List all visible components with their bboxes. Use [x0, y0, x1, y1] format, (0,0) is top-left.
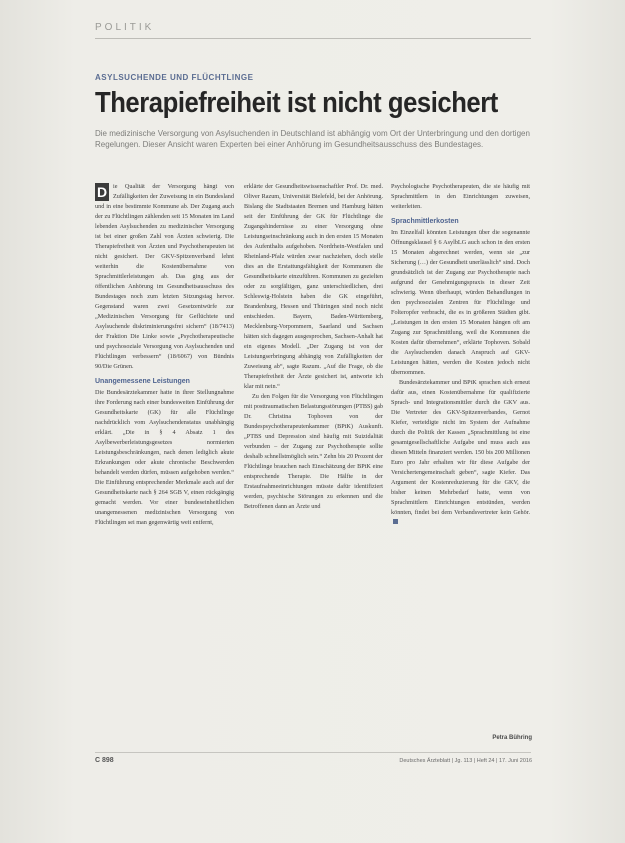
rubric-divider [95, 38, 531, 39]
column-3-paragraph-3 [391, 378, 530, 528]
column-2-text-1: erklärte der Gesundheitswissenschaftler Prof. Dr. med. Oliver Razum, Universität Bielefeld, bei der Anhörung. Bislang die Stadtstaaten Bremen und Hamburg hätten seit der Einführung der GK für Flüchtlinge die Zugangshindernisse zu einer Versorgung ohne Leistungseinschränkung auch in den ersten 15 Monaten des Aufenthalts aufgehoben. Nordrhein-Westfalen und Rheinland-Pfalz würden zwar nachziehen, doch stelle dies an die Erstattungsfähigkeit der Kommunen die Gesundheitskarte einzuführen. Kommunen zu gezielten oder zu sorgfältigen, ganz unterschiedlichen, drei Schleswig-Holstein haben die GK eingeführt, Brandenburg, Hessen und Thüringen sind noch nicht entschieden. Bayern, Baden-Württemberg, Mecklenburg-Vorpommern, Saarland und Sachsen hätten sich dagegen ausgesprochen, Sachsen-Anhalt hat ein eigenes Modell. „Der Zugang ist von der Leistungserbringung abhängig von Zufälligkeiten der Zuweisung ab“, sagte Razum. „Auf die Frage, ob die Therapiefreiheit der Ärzte gesichert ist, antworte ich klar mit nein.“ [244, 183, 383, 390]
column-1-text-1: ie Qualität der Versorgung hängt von Zufälligkeiten der Zuweisung in ein Bundesland und in eine bestimmte Kommune ab. Der Zugang auch der zu Flüchtlingen zählenden seit 15 Monaten im Land lebenden Asylsuchenden zu medizinischer Versorgung ist bei einer großen Zahl von Ärzten schwierig. Die Therapiefreiheit von Ärzten und Psychotherapeuten ist nicht gesichert. Der GKV-Spitzenverband lehnt weiterhin die Kostenübernahme von Sprachmittlerleistungen ab. Das ging aus der öffentlichen Anhörung im Gesundheitsausschuss des Bundestages noch zum letzten Sitzungstag hervor. Gegenstand waren zwei Gesetzentwürfe zur „Medizinischen Versorgung für Geflüchtete und Asylsuchende diskriminierungsfrei sichern“ (18/7413) der Fraktion Die Linke sowie „Psychotherapeutische und psychosoziale Versorgung von Asylsuchenden und Flüchtlingen verbessern“ (18/6067) von Bündnis 90/Die Grünen. [95, 183, 234, 370]
column-3-text-2: Im Einzelfall könnten Leistungen über die sogenannte Öffnungsklausel § 6 AsylbLG auch schon in den ersten 15 Monaten abgerechnet werden, wenn sie „zur Sicherung (…) der Gesundheit unerlässlich“ sind. Doch grundsätzlich ist der Zugang zur Psychotherapie nach aufgrund der Genehmigungspraxis in dieser Zeit schwierig. Wenn überhaupt, würden Behandlungen in den psychosozialen Zentren für Flüchtlinge und Folteropfer verbracht, die es in größeren Städten gibt. „Leistungen in den ersten 15 Monaten hängen oft am Zugang zur Sprachmittlung, weil die Kommunen die Kosten dafür übernehmen“, erklärte Tophoven. Sobald die Asylsuchenden danach Anspruch auf GKV-Leistungen hätten, werden die Kosten jedoch nicht übernommen. [391, 229, 530, 376]
subheading-sprachmittlerkosten: Sprachmittlerkosten [391, 218, 459, 225]
article-column-1 [95, 182, 234, 742]
drop-cap: D [96, 184, 108, 200]
column-1-paragraph [95, 182, 234, 372]
footer-divider [95, 752, 531, 753]
article-column-2 [244, 182, 383, 742]
subheading-leistungen: Unangemessene Leistungen [95, 378, 190, 385]
section-rubric: POLITIK [95, 22, 155, 33]
article-lead: Die medizinische Versorgung von Asylsuchenden in Deutschland ist abhängig vom Ort der Unterbringung und den dortigen Regelungen. Dieser Ansicht waren Experten bei einer Anhörung im Gesundheitsausschuss des Bundestages. [95, 129, 530, 149]
journal-reference: Deutsches Ärzteblatt | Jg. 113 | Heft 24 | 17. Juni 2016 [399, 758, 532, 764]
column-1-text-2: Die Bundesärztekammer hatte in ihrer Stellungnahme ihre Forderung nach einer bundesweiten Einführung der Gesundheitskarte (GK) für alle Flüchtlinge nachdrücklich vom Asylsuchendenstatus unabhängig erklärt. „Die in § 4 Absatz 1 des Asylbewerberleistungsgesetzes normierten Leistungsbeschränkungen, nach denen lediglich akute Erkrankungen oder akute chronische Beschwerden behandelt werden dürfen, müssen aufgehoben werden.“ Die Einführung entsprechender Merkmale auch auf der Gesundheitskarte nach § 264 SGB V, einen rückgängig gemacht werden. Vor einer bundeseinheitlichen unangemessenen medizinischen Versorgung von Flüchtlingen sei man gegenwärtig weit entfernt, [95, 389, 234, 526]
article-kicker: ASYLSUCHENDE UND FLÜCHTLINGE [95, 73, 254, 82]
page-number: C 898 [95, 757, 114, 764]
column-3-text-1: Psychologische Psychotherapeuten, die sie häufig mit Sprachmittlern in den Einrichtungen zuweisen, weiterleiten. [391, 183, 530, 210]
article-column-3 [391, 182, 530, 727]
column-3-text-3: Bundesärztekammer und BPtK sprachen sich erneut dafür aus, einen Kostenübernahme für qualifizierte Sprach- und Integrationsmittler durch die GKV aus. Die Vertreter des GKV-Spitzenverbandes, Gernot Kiefer, verteidigte nicht im System der Aufnahme durch die Politik der Kassen „Sprachmittlung ist eine gesamtgesellschaftliche Aufgabe und muss auch aus diesen Mitteln finanziert werden. 150 bis 200 Millionen Euro pro Jahr erhalten wir für diese Aufgabe der Versichertengemeinschaft geben“, sagte Kiefer. Das Argument der Kostenreduzierung für die GKV, die bisher keinen Mehrbedarf hatte, wenn von Sprachmittlern Einrichtungen entstünden, werden könnten, findet bei dem Verbandsvertreter kein Gehör. [391, 379, 530, 516]
end-mark-icon [393, 519, 398, 524]
column-2-text-2: Zu den Folgen für die Versorgung von Flüchtlingen mit posttraumatischen Belastungsstörungen (PTBS) gab Dr. Christina Tophoven von der Bundespsychotherapeutenkammer (BPtK) Auskunft. „PTBS und Depression sind häufig mit Suizidalität verbunden – der Zugang zur Psychotherapie sollte deshalb schnellstmöglich sein.“ Zehn bis 20 Prozent der Flüchtlinge brauchen nach Einschätzung der BPtK eine entsprechende Therapie. Die Hälfte in der Erstaufnahmeeinrichtungen müsste dafür identifiziert werden, psychische Störungen zu erkennen und die Betroffenen dann an Ärzte und [244, 393, 383, 510]
article-author: Petra Bühring [492, 735, 532, 741]
article-headline: Therapiefreiheit ist nicht gesichert [95, 87, 498, 119]
